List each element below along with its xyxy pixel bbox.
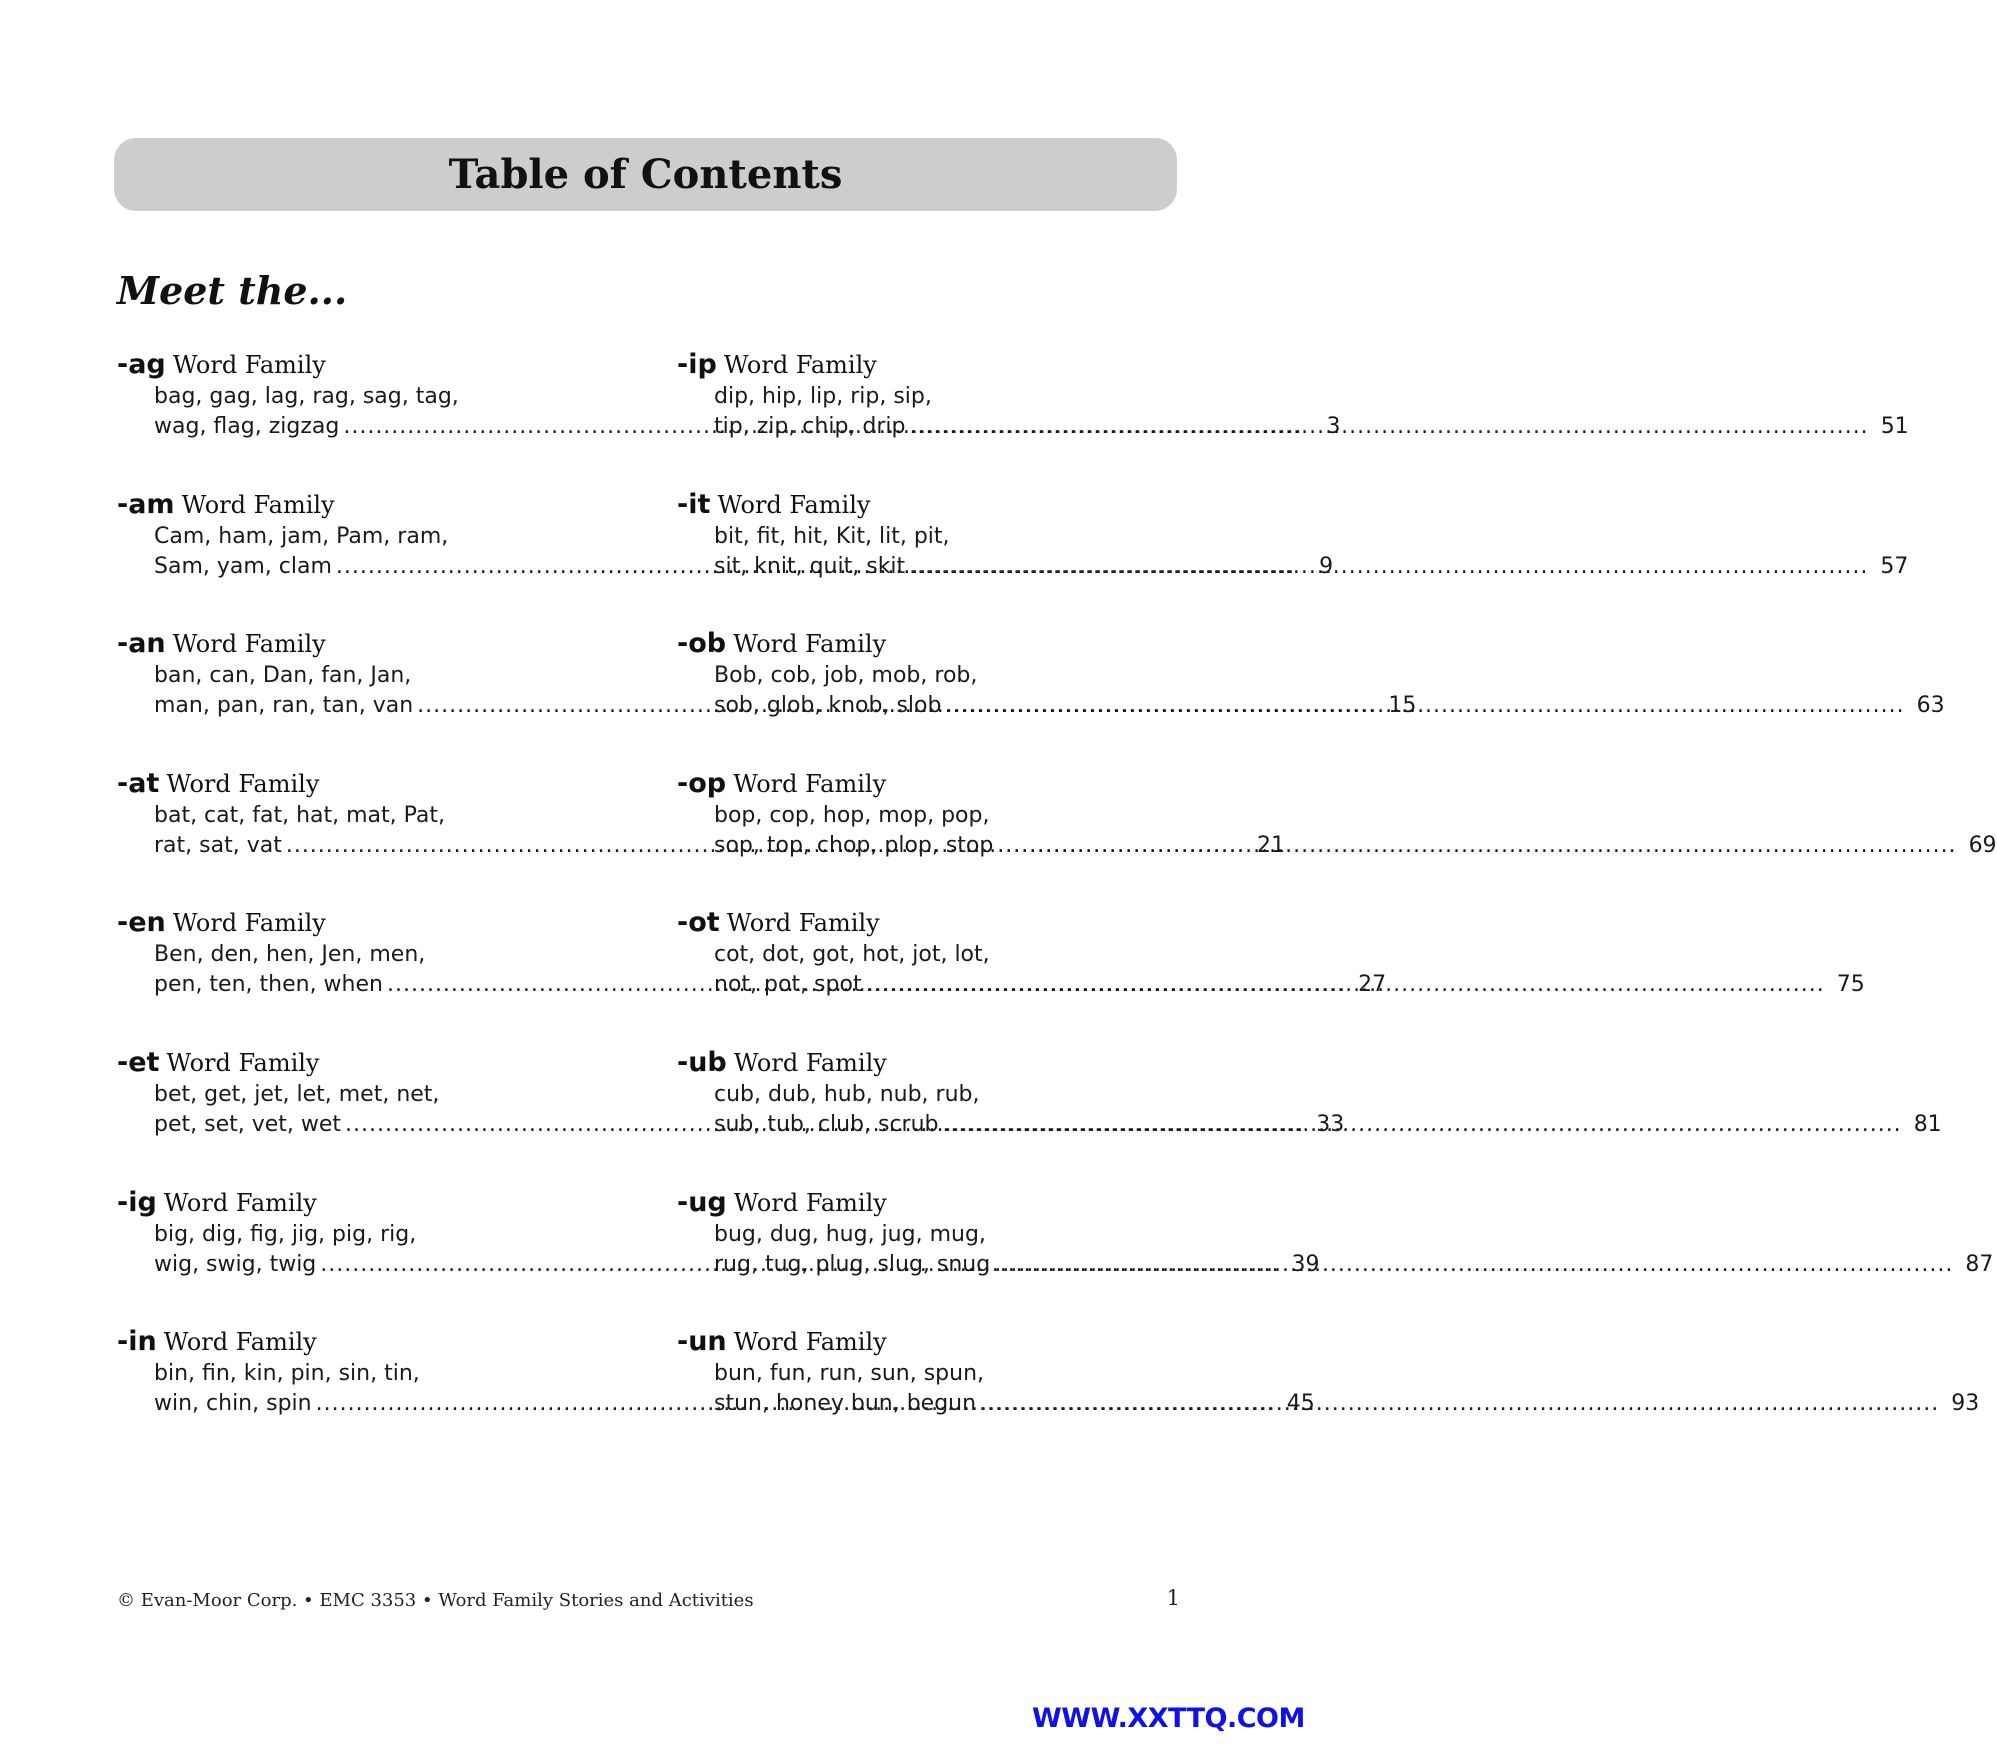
family-suffix: -op: [677, 767, 727, 799]
word-list-line-1: cub, dub, hub, nub, rub,: [714, 1081, 980, 1107]
family-heading: [117, 348, 599, 382]
word-list-line-2-text: win, chin, spin: [154, 1391, 312, 1417]
entry-page-number: 57: [1880, 553, 1909, 579]
family-label: Word Family: [163, 1328, 317, 1357]
family-heading: [117, 1186, 599, 1220]
word-list-line-1: big, dig, fig, jig, pig, rig,: [154, 1221, 417, 1247]
dot-leader: [994, 1250, 1953, 1280]
word-list-line-2-text: pen, ten, then, when: [154, 972, 383, 998]
word-list-line-1: cot, dot, got, hot, jot, lot,: [714, 942, 990, 968]
entry-page-number: 51: [1880, 414, 1909, 439]
word-list-line-2-text: sit, knit, quit, skit: [714, 553, 906, 579]
word-list-line-2: [714, 412, 1909, 442]
word-list-line-2-text: stun, honey bun, begun: [714, 1391, 977, 1417]
family-label: Word Family: [733, 630, 887, 659]
dot-leader: [945, 691, 1904, 721]
word-list-line-2-text: rug, tug, plug, slug, snug: [714, 1251, 991, 1277]
family-label: Word Family: [717, 490, 871, 519]
family-label: Word Family: [166, 1048, 320, 1077]
family-heading: [117, 627, 599, 661]
word-list-line-1: bit, fit, hit, Kit, lit, pit,: [714, 523, 950, 549]
entry-page-number: 39: [1291, 1251, 1320, 1277]
family-heading: [677, 1186, 1159, 1220]
family-heading: [117, 1325, 599, 1359]
family-suffix: -un: [677, 1326, 727, 1358]
family-suffix: -ug: [677, 1186, 727, 1218]
word-list-line-2-text: sob, glob, knob, slob: [714, 693, 942, 719]
entry-page-number: 81: [1913, 1111, 1942, 1137]
family-heading: [117, 488, 599, 522]
dot-leader: [909, 552, 1868, 582]
family-suffix: -am: [117, 488, 175, 520]
family-heading: [117, 906, 599, 940]
word-list-line-1: bet, get, jet, let, met, net,: [154, 1081, 440, 1107]
family-heading: [677, 488, 1159, 522]
family-label: Word Family: [163, 1188, 317, 1217]
entry-page-number: 69: [1968, 832, 1997, 858]
family-suffix: -an: [117, 628, 166, 660]
footer-copyright: © Evan-Moor Corp. • EMC 3353 • Word Family Stories and Activities: [117, 1590, 754, 1611]
entry-page-number: 93: [1951, 1391, 1980, 1417]
family-label: Word Family: [733, 1048, 887, 1077]
family-suffix: -ot: [677, 907, 720, 939]
word-list-line-2-text: sub, tub, club, scrub: [714, 1111, 939, 1137]
family-label: Word Family: [172, 351, 326, 379]
family-label: Word Family: [726, 909, 880, 938]
family-label: Word Family: [172, 909, 326, 938]
entry-page-number: 15: [1388, 693, 1417, 719]
dot-leader: [910, 412, 1869, 442]
word-list-line-2-text: tip, zip, chip, drip: [714, 414, 906, 439]
dot-leader: [997, 831, 1956, 861]
entry-page-number: 87: [1965, 1251, 1994, 1277]
family-heading: [677, 348, 1159, 382]
dot-leader: [980, 1389, 1939, 1419]
family-suffix: -in: [117, 1326, 157, 1358]
word-list-line-1: Cam, ham, jam, Pam, ram,: [154, 523, 449, 549]
word-list-line-1: Bob, cob, job, mob, rob,: [714, 663, 978, 689]
entry-page-number: 45: [1286, 1391, 1315, 1417]
word-list-line-1: bug, dug, hug, jug, mug,: [714, 1221, 986, 1247]
family-heading: [117, 767, 599, 801]
family-heading: [117, 1046, 599, 1080]
word-list-line-1: Ben, den, hen, Jen, men,: [154, 942, 426, 968]
dot-leader: [866, 970, 1825, 1000]
family-suffix: -ag: [117, 349, 166, 380]
family-label: Word Family: [723, 351, 877, 379]
family-label: Word Family: [733, 1328, 887, 1357]
page-number: 1: [1166, 1586, 1180, 1610]
dot-leader: [943, 1110, 1902, 1140]
word-list-line-2: [714, 552, 1909, 582]
family-heading: [677, 627, 1159, 661]
entry-page-number: 63: [1916, 693, 1945, 719]
family-label: Word Family: [166, 769, 320, 798]
word-list-line-1: bag, gag, lag, rag, sag, tag,: [154, 384, 459, 409]
family-label: Word Family: [733, 1188, 887, 1217]
family-heading: [677, 767, 1159, 801]
entry-page-number: 75: [1836, 972, 1865, 998]
word-list-line-1: bin, fin, kin, pin, sin, tin,: [154, 1361, 420, 1387]
word-list-line-2-text: not, pot, spot: [714, 972, 862, 998]
family-heading: [677, 906, 1159, 940]
word-list-line-2-text: man, pan, ran, tan, van: [154, 693, 414, 719]
word-list-line-1: bat, cat, fat, hat, mat, Pat,: [154, 802, 446, 828]
entry-page-number: 33: [1316, 1111, 1345, 1137]
entry-page-number: 27: [1358, 972, 1387, 998]
entry-page-number: 21: [1257, 832, 1286, 858]
family-suffix: -ob: [677, 628, 727, 660]
entry-page-number: 9: [1319, 553, 1334, 579]
family-suffix: -at: [117, 767, 160, 799]
family-suffix: -ig: [117, 1186, 157, 1218]
word-list-line-1: bop, cop, hop, mop, pop,: [714, 802, 990, 828]
entry-page-number: 3: [1326, 414, 1341, 439]
family-label: Word Family: [172, 630, 326, 659]
family-suffix: -et: [117, 1046, 160, 1078]
word-list-line-2-text: wag, flag, zigzag: [154, 414, 340, 439]
watermark-url[interactable]: WWW.XXTTQ.COM: [1032, 1703, 1305, 1734]
toc-entry[interactable]: [677, 488, 1909, 628]
section-subtitle: Meet the...: [117, 268, 348, 313]
word-list-line-2-text: pet, set, vet, wet: [154, 1111, 342, 1137]
family-label: Word Family: [181, 490, 335, 519]
title-banner: [114, 138, 1177, 211]
family-heading: [677, 1325, 1159, 1359]
word-list-line-2-text: wig, swig, twig: [154, 1251, 317, 1277]
page-title: Table of Contents: [448, 151, 843, 198]
word-list-line-2-text: Sam, yam, clam: [154, 553, 332, 579]
word-list-line-2-text: rat, sat, vat: [154, 832, 282, 858]
family-suffix: -ub: [677, 1046, 727, 1078]
family-heading: [677, 1046, 1159, 1080]
toc-entry[interactable]: [677, 348, 1909, 488]
family-suffix: -en: [117, 907, 166, 939]
word-list-line-1: ban, can, Dan, fan, Jan,: [154, 663, 412, 689]
family-label: Word Family: [733, 769, 887, 798]
word-list: [677, 522, 1909, 582]
word-list-line-1: dip, hip, lip, rip, sip,: [714, 384, 932, 409]
word-list-line-1: bun, fun, run, sun, spun,: [714, 1361, 985, 1387]
family-suffix: -it: [677, 488, 711, 520]
word-list-line-2-text: sop, top, chop, plop, stop: [714, 832, 994, 858]
word-list: [677, 382, 1909, 442]
family-suffix: -ip: [677, 349, 717, 380]
